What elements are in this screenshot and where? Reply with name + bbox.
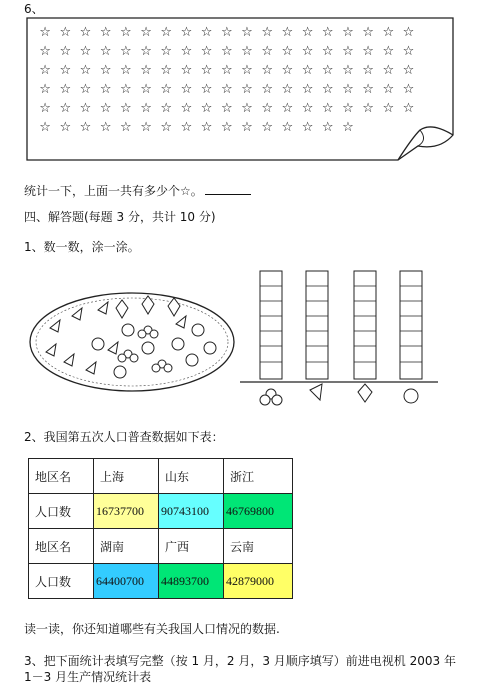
- star-icon: ☆: [140, 82, 152, 97]
- star-icon: ☆: [321, 63, 334, 78]
- population-table: [28, 458, 293, 599]
- star-icon: ☆: [99, 120, 112, 135]
- star-icon: ☆: [241, 82, 253, 97]
- star-icon: ☆: [382, 82, 395, 97]
- question-3-line2: 1－3 月生产情况统计表: [24, 670, 152, 684]
- star-icon: ☆: [120, 101, 132, 116]
- star-icon: ☆: [200, 82, 213, 97]
- star-icon: ☆: [99, 82, 112, 97]
- star-icon: ☆: [342, 101, 354, 116]
- table-row: [29, 529, 293, 564]
- star-row: [35, 23, 435, 42]
- answer-blank[interactable]: [205, 182, 251, 195]
- table-cell: 上海: [94, 459, 159, 494]
- star-icon: ☆: [160, 25, 173, 40]
- star-icon: ☆: [362, 25, 374, 40]
- count-question-text: 统计一下，上面一共有多少个☆。: [24, 184, 203, 198]
- star-icon: ☆: [59, 25, 72, 40]
- star-icon: ☆: [281, 82, 294, 97]
- table-cell-shandong: 90743100: [159, 494, 224, 529]
- star-icon: ☆: [99, 44, 112, 59]
- star-icon: ☆: [301, 44, 314, 59]
- table-cell: 人口数: [29, 494, 94, 529]
- star-icon: ☆: [140, 25, 152, 40]
- star-icon: ☆: [321, 25, 334, 40]
- table-cell: 浙江: [224, 459, 293, 494]
- star-icon: ☆: [79, 82, 92, 97]
- table-cell-zhejiang: 46769800: [224, 494, 293, 529]
- star-icon: ☆: [59, 44, 72, 59]
- table-cell: 人口数: [29, 564, 94, 599]
- table-cell: 云南: [224, 529, 293, 564]
- table-cell: 山东: [159, 459, 224, 494]
- star-icon: ☆: [79, 63, 92, 78]
- table-cell: 地区名: [29, 459, 94, 494]
- star-icon: ☆: [281, 44, 294, 59]
- table-cell: 地区名: [29, 529, 94, 564]
- star-icon: ☆: [261, 25, 273, 40]
- star-icon: ☆: [120, 82, 132, 97]
- table-cell: 广西: [159, 529, 224, 564]
- star-icon: ☆: [301, 63, 314, 78]
- star-icon: ☆: [241, 120, 253, 135]
- star-row: [35, 99, 435, 118]
- table-row: [29, 564, 293, 599]
- star-icon: ☆: [180, 120, 193, 135]
- star-icon: ☆: [160, 44, 173, 59]
- star-icon: ☆: [362, 82, 374, 97]
- star-icon: ☆: [342, 82, 354, 97]
- star-grid: [35, 23, 435, 137]
- star-icon: ☆: [382, 63, 395, 78]
- star-icon: ☆: [39, 120, 51, 135]
- star-icon: ☆: [382, 25, 395, 40]
- star-icon: ☆: [200, 120, 213, 135]
- star-icon: ☆: [140, 120, 152, 135]
- star-icon: ☆: [39, 44, 51, 59]
- star-icon: ☆: [241, 44, 253, 59]
- star-icon: ☆: [39, 101, 51, 116]
- star-icon: ☆: [402, 82, 415, 97]
- morning-glory-icon: [310, 384, 322, 400]
- star-icon: ☆: [342, 63, 354, 78]
- bellflower-icon: [116, 296, 180, 318]
- star-icon: ☆: [382, 44, 395, 59]
- star-icon: ☆: [402, 101, 415, 116]
- table-cell-hunan: 64400700: [94, 564, 159, 599]
- table-cell-yunnan: 42879000: [224, 564, 293, 599]
- star-icon: ☆: [220, 44, 233, 59]
- table-cell-guangxi: 44893700: [159, 564, 224, 599]
- star-icon: ☆: [200, 25, 213, 40]
- star-icon: ☆: [59, 120, 72, 135]
- star-icon: ☆: [321, 82, 334, 97]
- star-icon: ☆: [301, 82, 314, 97]
- table-cell: 湖南: [94, 529, 159, 564]
- star-icon: ☆: [180, 44, 193, 59]
- star-icon: ☆: [79, 120, 92, 135]
- bellflower-icon: [358, 384, 372, 402]
- star-icon: ☆: [281, 63, 294, 78]
- count-question: [24, 182, 251, 198]
- star-icon: ☆: [180, 101, 193, 116]
- star-icon: ☆: [220, 101, 233, 116]
- star-icon: ☆: [39, 82, 51, 97]
- star-icon: ☆: [241, 101, 253, 116]
- star-icon: ☆: [220, 120, 233, 135]
- star-icon: ☆: [160, 63, 173, 78]
- star-icon: ☆: [220, 25, 233, 40]
- star-icon: ☆: [180, 63, 193, 78]
- star-icon: ☆: [220, 63, 233, 78]
- star-icon: ☆: [59, 82, 72, 97]
- star-icon: ☆: [301, 120, 314, 135]
- star-icon: ☆: [160, 120, 173, 135]
- star-icon: ☆: [99, 25, 112, 40]
- star-icon: ☆: [180, 82, 193, 97]
- flower-oval-illustration: [28, 290, 238, 400]
- question-6-label: 6、: [24, 2, 44, 16]
- star-icon: ☆: [160, 101, 173, 116]
- star-icon: ☆: [261, 44, 273, 59]
- star-icon: ☆: [59, 101, 72, 116]
- star-icon: ☆: [321, 101, 334, 116]
- star-icon: ☆: [321, 44, 334, 59]
- star-icon: ☆: [241, 63, 253, 78]
- star-icon: ☆: [200, 101, 213, 116]
- read-prompt: 读一读，你还知道哪些有关我国人口情况的数据.: [24, 622, 280, 636]
- count-chart-frame: [238, 266, 443, 416]
- rose-icon: [404, 389, 418, 403]
- star-icon: ☆: [79, 101, 92, 116]
- star-icon: ☆: [180, 25, 193, 40]
- star-row: [35, 118, 435, 137]
- star-icon: ☆: [281, 101, 294, 116]
- star-icon: ☆: [39, 25, 51, 40]
- star-row: [35, 80, 435, 99]
- star-row: [35, 42, 435, 61]
- star-icon: ☆: [301, 101, 314, 116]
- star-icon: ☆: [261, 101, 273, 116]
- star-icon: ☆: [402, 63, 415, 78]
- star-icon: ☆: [342, 44, 354, 59]
- question-1-text: 1、数一数，涂一涂。: [24, 240, 140, 254]
- question-3-line1: 3、把下面统计表填写完整（按 1 月，2 月，3 月顺序填写）前进电视机 2003 年: [24, 654, 456, 668]
- star-icon: ☆: [140, 63, 152, 78]
- star-icon: ☆: [140, 101, 152, 116]
- star-icon: ☆: [39, 63, 51, 78]
- star-icon: ☆: [321, 120, 334, 135]
- blossom-icon: [260, 389, 282, 405]
- star-icon: ☆: [342, 120, 354, 135]
- star-icon: ☆: [362, 63, 374, 78]
- section-4-title: 四、解答题(每题 3 分，共计 10 分): [24, 210, 216, 224]
- star-icon: ☆: [120, 44, 132, 59]
- star-icon: ☆: [281, 120, 294, 135]
- star-icon: ☆: [59, 63, 72, 78]
- star-row: [35, 61, 435, 80]
- star-icon: ☆: [200, 44, 213, 59]
- star-icon: ☆: [120, 63, 132, 78]
- star-icon: ☆: [382, 101, 395, 116]
- table-row: [29, 494, 293, 529]
- star-icon: ☆: [261, 120, 273, 135]
- star-icon: ☆: [261, 63, 273, 78]
- star-icon: ☆: [120, 25, 132, 40]
- star-icon: ☆: [220, 82, 233, 97]
- star-icon: ☆: [160, 82, 173, 97]
- star-icon: ☆: [120, 120, 132, 135]
- star-icon: ☆: [362, 44, 374, 59]
- table-cell-shanghai: 16737700: [94, 494, 159, 529]
- star-icon: ☆: [140, 44, 152, 59]
- star-icon: ☆: [200, 63, 213, 78]
- star-icon: ☆: [281, 25, 294, 40]
- star-icon: ☆: [79, 44, 92, 59]
- star-icon: ☆: [99, 63, 112, 78]
- star-icon: ☆: [99, 101, 112, 116]
- star-icon: ☆: [241, 25, 253, 40]
- star-icon: ☆: [402, 25, 415, 40]
- question-2-text: 2、我国第五次人口普查数据如下表：: [24, 430, 224, 444]
- star-icon: ☆: [261, 82, 273, 97]
- star-icon: ☆: [362, 101, 374, 116]
- star-icon: ☆: [402, 44, 415, 59]
- star-icon: ☆: [79, 25, 92, 40]
- star-icon: ☆: [342, 25, 354, 40]
- table-row: [29, 459, 293, 494]
- star-icon: ☆: [301, 25, 314, 40]
